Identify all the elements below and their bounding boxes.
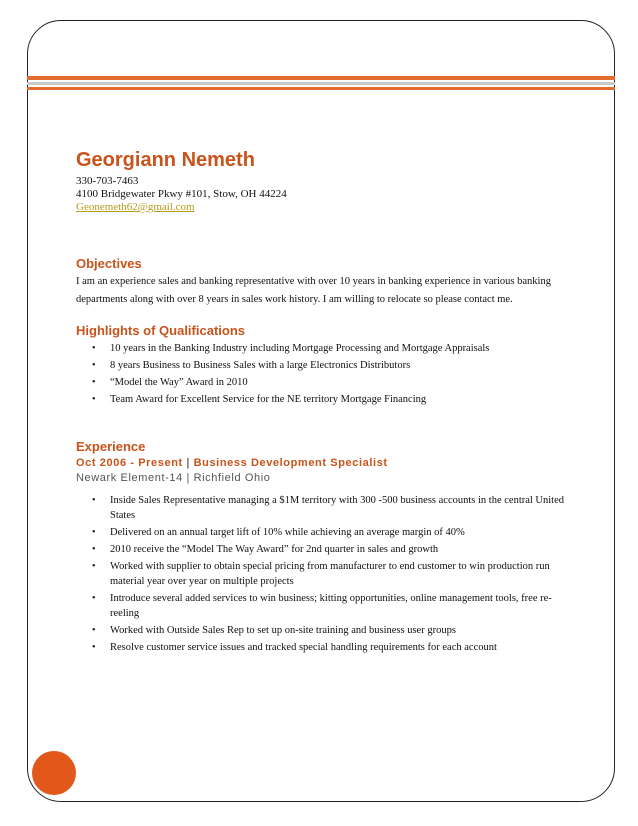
experience-list [76, 493, 576, 655]
list-item: • Worked with supplier to obtain special pricing from manufacturer to end customer to win production run material year over year on multiple projects [92, 561, 550, 587]
list-item: • Delivered on an annual target lift of 10% while achieving an average margin of 40% [92, 527, 465, 538]
list-item: • 2010 receive the “Model The Way Award” for 2nd quarter in sales and growth [92, 544, 439, 555]
company-separator: | [186, 472, 190, 484]
list-item: • Resolve customer service issues and tracked special handling requirements for each account [92, 642, 497, 653]
job-company-line [76, 472, 576, 484]
corner-circle-decoration [32, 751, 76, 795]
bullet-icon: • [92, 495, 96, 506]
company-name: Newark Element-14 [76, 472, 183, 484]
phone-number: 330-703-7463 [76, 175, 139, 187]
highlights-list [76, 341, 576, 407]
job-header [76, 457, 576, 469]
list-item: • “Model the Way” Award in 2010 [92, 377, 248, 388]
objectives-text: I am an experience sales and banking representative with over 10 years in banking experience in various banking departments along with over 8 years in sales work history. I am willing to relocate so please contact me. [76, 276, 551, 305]
bullet-icon: • [92, 544, 96, 555]
experience-heading: Experience [76, 439, 146, 454]
top-gray-bar [27, 82, 615, 85]
bullet-icon: • [92, 343, 96, 354]
top-accent-bar-2 [27, 87, 615, 90]
bullet-icon: • [92, 360, 96, 371]
job-title: Business Development Specialist [193, 457, 388, 469]
email-link[interactable]: Geonemeth62@gmail.com [76, 201, 195, 213]
resume-content [76, 148, 576, 657]
list-item: • Team Award for Excellent Service for the NE territory Mortgage Financing [92, 394, 427, 405]
bullet-icon: • [92, 527, 96, 538]
objectives-heading: Objectives [76, 256, 142, 271]
candidate-name: Georgiann Nemeth [76, 149, 255, 171]
list-item: • Worked with Outside Sales Rep to set up on-site training and business user groups [92, 625, 456, 636]
bullet-icon: • [92, 593, 96, 604]
list-item: • Introduce several added services to win business; kitting opportunities, online management tools, free re-reeling [92, 593, 552, 619]
highlights-heading: Highlights of Qualifications [76, 323, 245, 338]
list-item: • 8 years Business to Business Sales with a large Electronics Distributors [92, 360, 411, 371]
bullet-icon: • [92, 642, 96, 653]
address: 4100 Bridgewater Pkwy #101, Stow, OH 44224 [76, 188, 287, 200]
bullet-icon: • [92, 625, 96, 636]
job-dates: Oct 2006 - Present [76, 457, 183, 469]
list-item: • 10 years in the Banking Industry including Mortgage Processing and Mortgage Appraisals [92, 343, 490, 354]
company-location: Richfield Ohio [193, 472, 271, 484]
top-accent-bar [27, 76, 615, 80]
bullet-icon: • [92, 561, 96, 572]
contact-block [76, 175, 576, 214]
bullet-icon: • [92, 394, 96, 405]
job-separator: | [186, 457, 190, 469]
list-item: • Inside Sales Representative managing a $1M territory with 300 -500 business accounts in the central United States [92, 495, 565, 521]
bullet-icon: • [92, 377, 96, 388]
